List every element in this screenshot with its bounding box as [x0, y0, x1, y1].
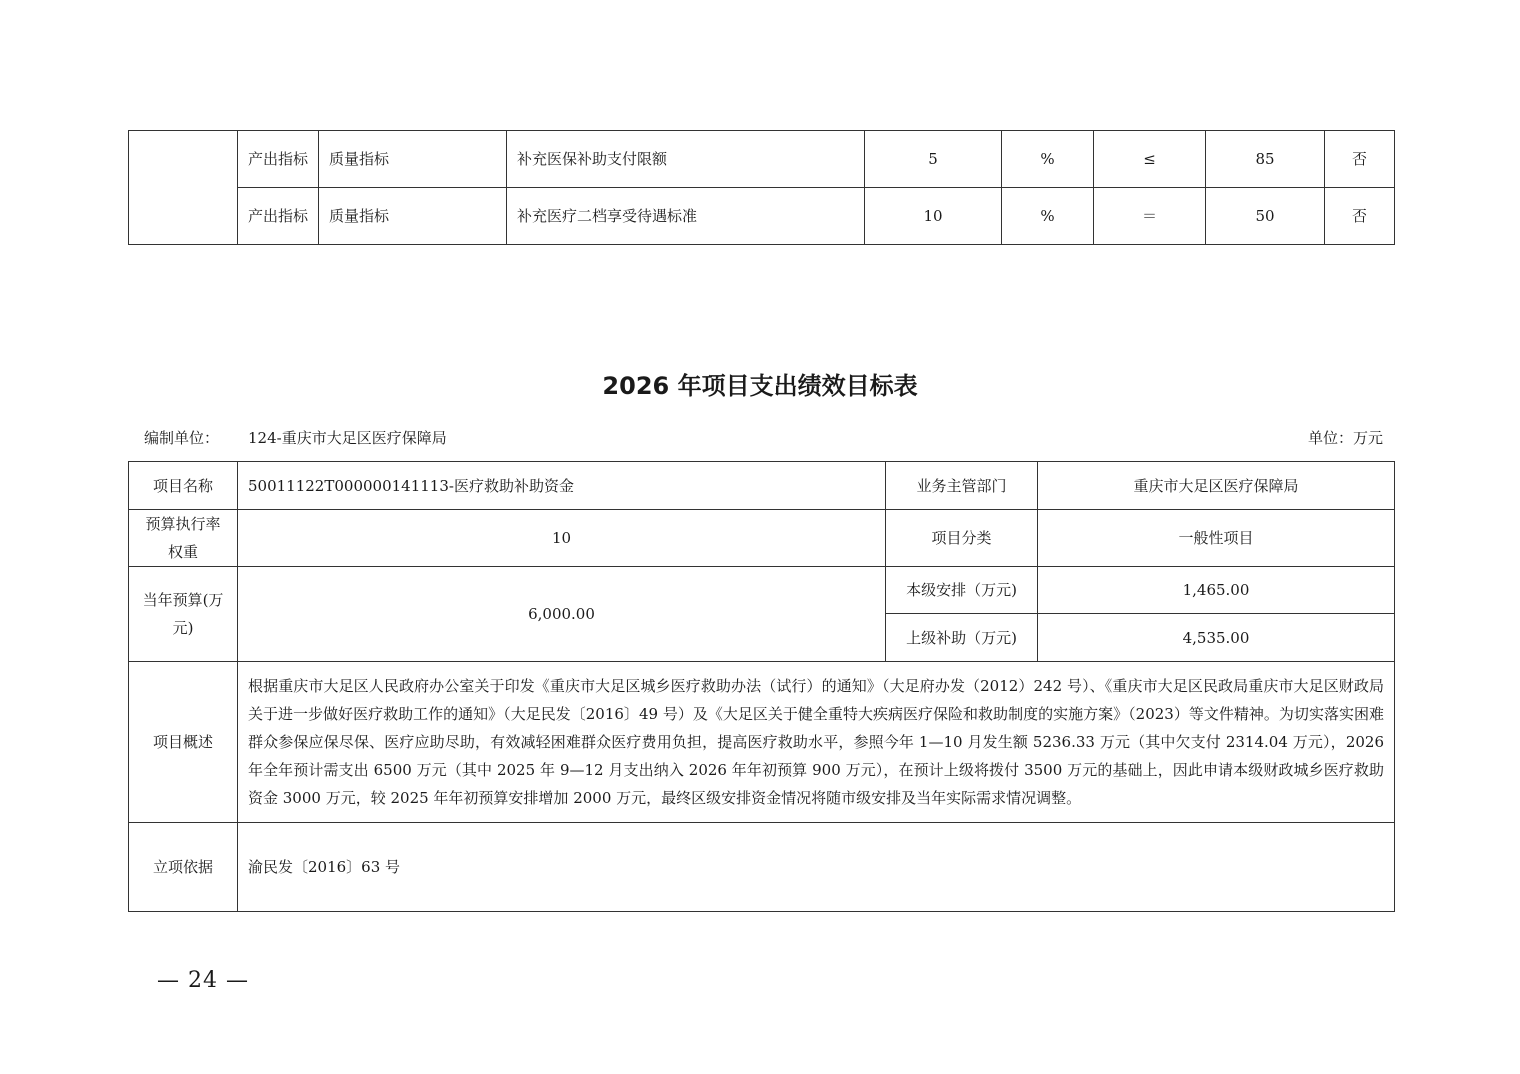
overview-text: 根据重庆市大足区人民政府办公室关于印发《重庆市大足区城乡医疗救助办法（试行）的通知》（大足府办发（2012）242 号）、《重庆市大足区民政局重庆市大足区财政局关于进一步做好医疗救助工作的通知》（大足民发〔2016〕49 号）及《大足区关于健全重特大疾病医疗保险和救助制度的实施方案》（2023）等文件精神。为切实落实困难群众参保应保尽保、医疗应助尽助，有效减轻困难群众医疗费用负担，提高医疗救助水平，参照今年 1—10 月发生额 5236.33 万元（其中欠支付 2314.04 万元），2026 年全年预计需支出 6500 万元（其中 2025 年 9—12 月支出纳入 2026 年年初预算 900 万元），在预计上级将拨付 3500 万元的基础上，因此申请本级财政城乡医疗救助资金 3000 万元，较 2025 年年初预算安排增加 2000 万元，最终区级安排资金情况将随市级安排及当年实际需求情况调整。	[238, 662, 1395, 823]
page-title: 2026 年项目支出绩效目标表	[602, 372, 918, 400]
basis-value: 渝民发〔2016〕63 号	[238, 823, 1395, 912]
table-row	[129, 188, 1395, 245]
table-row	[129, 823, 1395, 912]
performance-target-table	[128, 461, 1395, 912]
dept-label: 业务主管部门	[886, 462, 1038, 510]
level2-cell: 质量指标	[319, 188, 507, 245]
empty-cell	[129, 131, 238, 245]
unit-label: 编制单位：	[144, 429, 220, 447]
project-name-value: 50011122T000000141113-医疗救助补助资金	[238, 462, 886, 510]
currency-label: 单位：万元	[1307, 429, 1383, 447]
table-row	[129, 567, 1395, 614]
unit-cell: %	[1002, 131, 1094, 188]
indicator-table-continued	[128, 130, 1395, 245]
weight-cell: 5	[865, 131, 1002, 188]
table-row	[129, 131, 1395, 188]
category-label: 项目分类	[886, 510, 1038, 567]
rate-value: 10	[238, 510, 886, 567]
table-row	[129, 510, 1395, 567]
operator-cell: ＝	[1094, 188, 1206, 245]
category-value: 一般性项目	[1038, 510, 1395, 567]
rate-label: 预算执行率权重	[129, 510, 238, 567]
budget-value: 6,000.00	[238, 567, 886, 662]
reverse-cell: 否	[1325, 131, 1395, 188]
page-number: — 24 —	[157, 968, 249, 993]
unit-cell: %	[1002, 188, 1094, 245]
reverse-cell: 否	[1325, 188, 1395, 245]
budget-label: 当年预算(万元)	[129, 567, 238, 662]
table-row	[129, 462, 1395, 510]
indicator-cell: 补充医保补助支付限额	[507, 131, 865, 188]
unit-value: 124-重庆市大足区医疗保障局	[248, 429, 447, 447]
project-name-label: 项目名称	[129, 462, 238, 510]
operator-cell: ≤	[1094, 131, 1206, 188]
target-cell: 85	[1206, 131, 1325, 188]
overview-label: 项目概述	[129, 662, 238, 823]
table-row	[129, 662, 1395, 823]
upper-value: 4,535.00	[1038, 614, 1395, 662]
indicator-cell: 补充医疗二档享受待遇标准	[507, 188, 865, 245]
local-label: 本级安排（万元)	[886, 567, 1038, 614]
target-cell: 50	[1206, 188, 1325, 245]
dept-value: 重庆市大足区医疗保障局	[1038, 462, 1395, 510]
level1-cell: 产出指标	[238, 188, 319, 245]
basis-label: 立项依据	[129, 823, 238, 912]
local-value: 1,465.00	[1038, 567, 1395, 614]
level2-cell: 质量指标	[319, 131, 507, 188]
weight-cell: 10	[865, 188, 1002, 245]
level1-cell: 产出指标	[238, 131, 319, 188]
upper-label: 上级补助（万元)	[886, 614, 1038, 662]
